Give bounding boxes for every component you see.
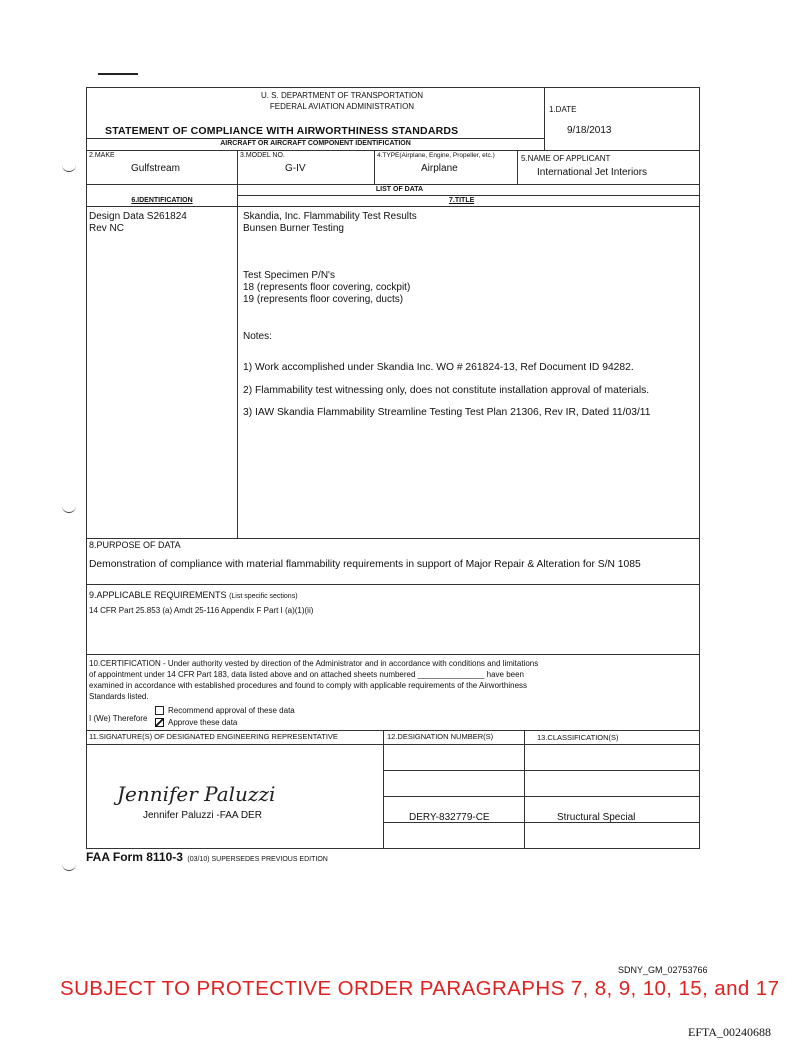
title-line: Test Specimen P/N's (243, 270, 335, 281)
model-label: 3.MODEL NO. (240, 152, 285, 159)
administration-label: FEDERAL AVIATION ADMINISTRATION (269, 102, 415, 111)
requirements-label (89, 590, 298, 600)
component-identification-heading: AIRCRAFT OR AIRCRAFT COMPONENT IDENTIFICATION (220, 140, 411, 147)
make-value[interactable]: Gulfstream (131, 163, 180, 174)
type-label: 4.TYPE(Airplane, Engine, Propeller, etc.) (377, 152, 495, 159)
note-2: 2) Flammability test witnessing only, does not constitute installation approval of materials. (243, 385, 650, 396)
note-1: 1) Work accomplished under Skandia Inc. WO # 261824-13, Ref Document ID 94282. (243, 362, 634, 373)
margin-mark-1 (62, 165, 76, 172)
approve-checkbox-checked[interactable] (155, 718, 164, 727)
certification-line: 10.CERTIFICATION - Under authority vested by direction of the Administrator and in accordance with conditions and limitations (89, 659, 539, 668)
design-data-number: Design Data S261824 (89, 211, 187, 222)
make-label: 2.MAKE (89, 152, 115, 159)
approve-option[interactable] (155, 718, 237, 727)
top-scan-mark (98, 73, 138, 75)
certification-line: of appointment under 14 CFR Part 183, data listed above and on attached sheets numbered _______________ have been (89, 670, 524, 679)
identification-cell (89, 211, 187, 235)
signature-label: 11.SIGNATURE(S) OF DESIGNATED ENGINEERING REPRESENTATIVE (89, 732, 338, 741)
certification-line: examined in accordance with established procedures and found to comply with applicable requirements of the Airworthiness (89, 681, 528, 690)
form-note: (03/10) SUPERSEDES PREVIOUS EDITION (187, 856, 328, 863)
purpose-label: 8.PURPOSE OF DATA (89, 540, 181, 550)
form-identifier (86, 848, 328, 866)
title-line: 19 (represents floor covering, ducts) (243, 294, 404, 305)
note-3: 3) IAW Skandia Flammability Streamline Testing Test Plan 21306, Rev IR, Dated 11/03/11 (243, 407, 651, 418)
certification-line: Standards listed. (89, 692, 149, 701)
type-value[interactable]: Airplane (421, 163, 458, 174)
title-line: 18 (represents floor covering, cockpit) (243, 282, 411, 293)
approve-label: Approve these data (168, 718, 238, 727)
form-name: FAA Form 8110-3 (86, 850, 183, 864)
notes-label: Notes: (243, 331, 272, 342)
classification-label: 13.CLASSIFICATION(S) (537, 733, 619, 742)
faa-form-8110-3 (86, 87, 700, 849)
applicant-label: 5.NAME OF APPLICANT (521, 154, 611, 163)
bates-number: SDNY_GM_02753766 (618, 965, 708, 975)
efta-number: EFTA_00240688 (688, 1025, 772, 1039)
designation-value[interactable]: DERY-832779-CE (409, 812, 490, 823)
identification-column-label: 6.IDENTIFICATION (131, 197, 193, 204)
title-column-label: 7.TITLE (449, 197, 475, 204)
title-block-2 (243, 270, 410, 306)
recommend-label: Recommend approval of these data (168, 706, 295, 715)
recommend-option[interactable] (155, 706, 295, 715)
margin-mark-2 (62, 506, 76, 513)
date-label: 1.DATE (549, 105, 577, 114)
protective-order-notice: SUBJECT TO PROTECTIVE ORDER PARAGRAPHS 7, 8, 9, 10, 15, and 17 (60, 977, 780, 1000)
requirements-label-note: (List specific sections) (229, 593, 298, 600)
handwritten-signature: Jennifer Paluzzi (117, 782, 276, 806)
list-of-data-heading: LIST OF DATA (375, 186, 424, 193)
design-data-revision: Rev NC (89, 223, 125, 234)
therefore-label: I (We) Therefore (89, 714, 148, 723)
signer-name: Jennifer Paluzzi -FAA DER (143, 810, 262, 821)
requirements-label-text: 9.APPLICABLE REQUIREMENTS (89, 590, 227, 600)
title-line: Bunsen Burner Testing (243, 223, 344, 234)
requirements-text: 14 CFR Part 25.853 (a) Amdt 25-116 Appendix F Part I (a)(1)(ii) (89, 606, 314, 615)
form-title: STATEMENT OF COMPLIANCE WITH AIRWORTHINESS STANDARDS (105, 125, 459, 137)
department-label: U. S. DEPARTMENT OF TRANSPORTATION (260, 91, 424, 100)
certification-text (89, 658, 538, 702)
title-line: Skandia, Inc. Flammability Test Results (243, 211, 417, 222)
date-value[interactable]: 9/18/2013 (567, 125, 612, 136)
model-value[interactable]: G-IV (285, 163, 306, 174)
title-block-1 (243, 211, 417, 235)
recommend-checkbox[interactable] (155, 706, 164, 715)
classification-value[interactable]: Structural Special (557, 812, 636, 823)
purpose-text: Demonstration of compliance with material flammability requirements in support of Major Repair & Alteration for S/N 1085 (89, 559, 641, 570)
applicant-value[interactable]: International Jet Interiors (537, 167, 648, 178)
designation-label: 12.DESIGNATION NUMBER(S) (387, 732, 494, 741)
margin-mark-3 (62, 864, 76, 871)
